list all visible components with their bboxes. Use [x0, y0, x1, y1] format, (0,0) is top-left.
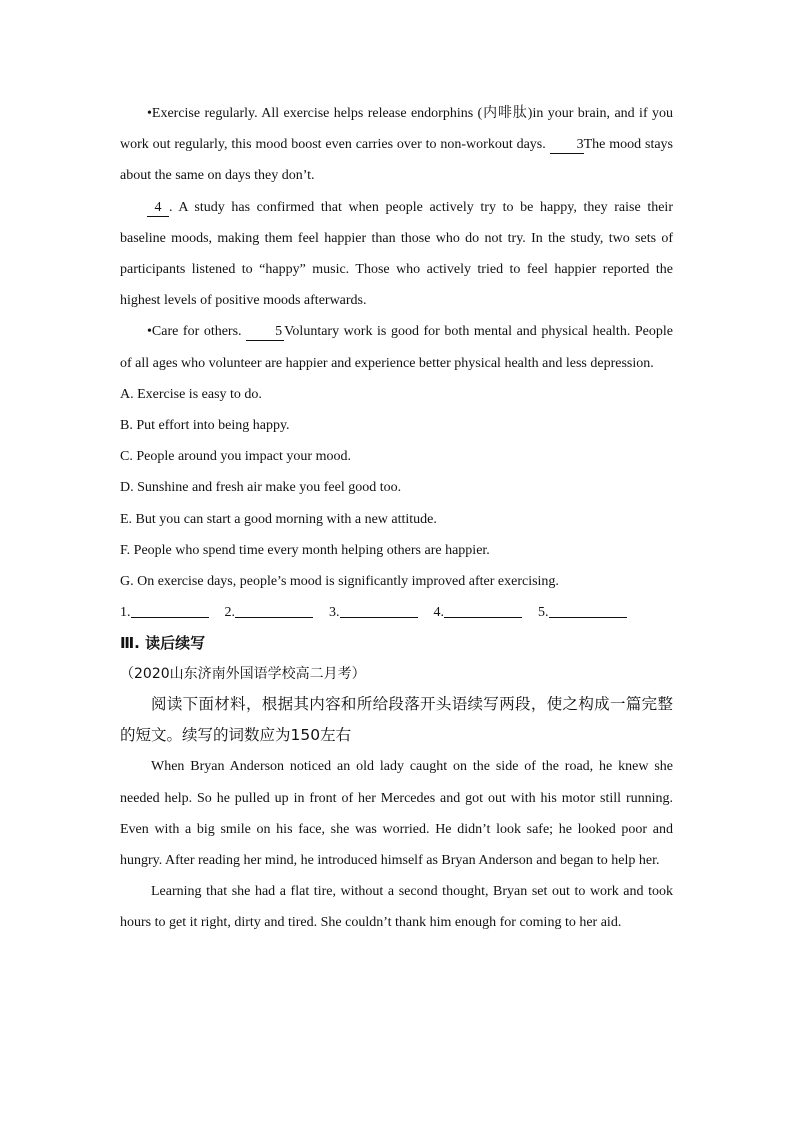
option-a: A. Exercise is easy to do.	[120, 386, 262, 402]
option-d: D. Sunshine and fresh air make you feel good too.	[120, 480, 402, 496]
answer-2[interactable]	[225, 597, 314, 628]
document-content	[120, 98, 673, 939]
options-list	[120, 379, 673, 597]
paragraph-care-text: Voluntary work is good for both mental and physical health. People of all ages who volunteer are happier and experience better physical health and less depression.	[120, 324, 674, 371]
paragraph-exercise-text: •Exercise regularly. All exercise helps release endorphins (内啡肽)in your brain, and if you work out regularly, this mood boost even carries over to non-workout days.	[120, 106, 673, 153]
story-paragraph-2: Learning that she had a flat tire, without a second thought, Bryan set out to work and took hours to get it right, dirty and tired. She couldn’t thank him enough for coming to her aid.	[120, 884, 673, 931]
section-title: Ⅲ. 读后续写	[120, 634, 206, 653]
answer-1[interactable]	[120, 597, 209, 628]
blank-5: 5	[246, 324, 284, 341]
paragraph-exercise	[120, 98, 673, 192]
answer-4-label: 4.	[433, 605, 444, 621]
answer-4-line	[444, 603, 522, 618]
paragraph-study-text: . A study has confirmed that when people actively try to be happy, they raise their baseline moods, making them feel happier than those who do not try. In the study, two sets of participants listened to “happy” music. Those who actively tried to feel happier reported the highest levels of positive moods afterwards.	[120, 199, 673, 309]
option-f: F. People who spend time every month helping others are happier.	[120, 542, 490, 558]
answer-5[interactable]	[538, 597, 627, 628]
option-e: E. But you can start a good morning with a new attitude.	[120, 511, 437, 527]
answer-4[interactable]	[434, 597, 523, 628]
answer-3[interactable]	[329, 597, 418, 628]
answer-5-label: 5.	[538, 605, 549, 621]
section-source: （2020山东济南外国语学校高二月考）	[120, 666, 366, 683]
answer-5-line	[549, 603, 627, 618]
paragraph-study	[120, 192, 673, 317]
answer-1-line	[131, 603, 209, 618]
section-instruction: 阅读下面材料，根据其内容和所给段落开头语续写两段，使之构成一篇完整的短文。续写的词数应为150左右	[120, 695, 673, 745]
answer-2-line	[235, 603, 313, 618]
blank-3: 3	[550, 137, 584, 154]
story-paragraph-1: When Bryan Anderson noticed an old lady caught on the side of the road, he knew she needed help. So he pulled up in front of her Mercedes and got out with his motor still running. Even with a big smile on his face, she was worried. He didn’t look safe; he looked poor and hungry. After reading her mind, he introduced himself as Bryan Anderson and began to help her.	[120, 759, 673, 869]
option-g: G. On exercise days, people’s mood is significantly improved after exercising.	[120, 574, 559, 590]
option-c: C. People around you impact your mood.	[120, 449, 351, 465]
blank-4: 4	[147, 200, 169, 217]
answer-2-label: 2.	[224, 605, 235, 621]
paragraph-care-head: •Care for others.	[147, 324, 242, 340]
paragraph-exercise-tail: The mood stays about the same on days they don’t.	[120, 137, 674, 184]
answer-row	[120, 597, 673, 628]
answer-3-label: 3.	[329, 605, 340, 621]
option-b: B. Put effort into being happy.	[120, 418, 290, 434]
paragraph-care	[120, 316, 673, 378]
answer-3-line	[340, 603, 418, 618]
answer-1-label: 1.	[120, 605, 131, 621]
